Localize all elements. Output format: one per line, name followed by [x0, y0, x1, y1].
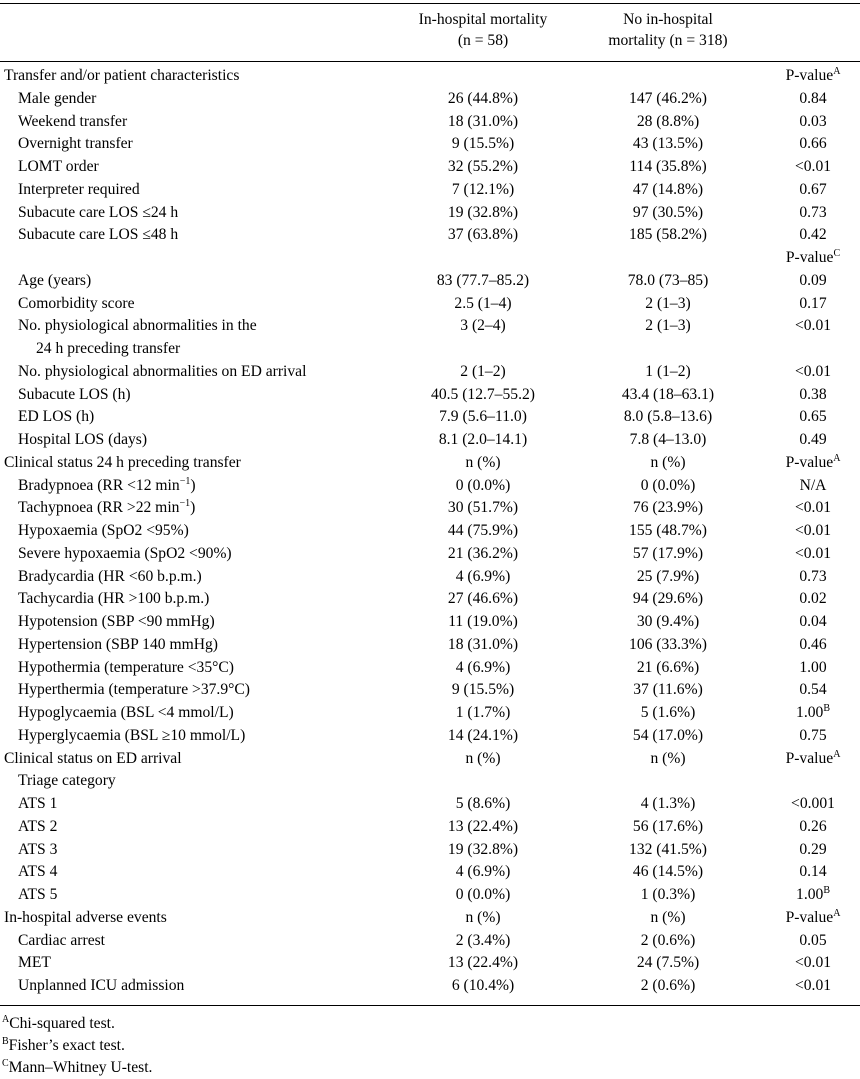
row-label: Unplanned ICU admission	[18, 977, 185, 994]
cell-p-value: 0.49	[799, 431, 827, 448]
header-rule	[0, 61, 860, 62]
cell-p-value: 0.73	[799, 203, 827, 221]
cell-mortality: 0 (0.0%)	[455, 476, 511, 494]
cell-no-mortality: 8.0 (5.8–13.6)	[623, 408, 713, 426]
cell-mortality: 7 (12.1%)	[451, 180, 515, 198]
cell-p-value: <0.01	[794, 362, 832, 380]
row-label: Severe hypoxaemia (SpO2 <90%)	[18, 544, 232, 562]
cell-mortality: 0 (0.0%)	[455, 886, 511, 903]
table-row	[0, 111, 860, 134]
cell-no-mortality: n (%)	[650, 908, 686, 926]
cell-mortality: 4 (6.9%)	[455, 567, 511, 585]
row-label: Hospital LOS (days)	[18, 431, 148, 448]
table-row	[0, 247, 860, 270]
cell-p-value: 0.14	[799, 863, 827, 881]
table-row	[0, 861, 860, 884]
table-row	[0, 429, 860, 452]
cell-p-value: <0.01	[794, 317, 832, 335]
cell-p-value: 0.54	[799, 681, 827, 699]
bottom-rule	[0, 1005, 860, 1006]
row-label: Tachycardia (HR >100 b.p.m.)	[18, 590, 210, 608]
table-row	[0, 566, 860, 589]
cell-no-mortality: 1 (0.3%)	[640, 886, 696, 903]
cell-p-value: 0.75	[799, 726, 827, 744]
cell-mortality: 37 (63.8%)	[447, 226, 519, 244]
row-label: ATS 2	[18, 817, 58, 835]
table-row	[0, 725, 860, 748]
cell-mortality: 44 (75.9%)	[447, 522, 519, 539]
row-label: Bradycardia (HR <60 b.p.m.)	[18, 567, 202, 585]
table-row	[0, 202, 860, 225]
cell-no-mortality: 76 (23.9%)	[632, 499, 704, 517]
cell-p-value: 0.38	[799, 385, 827, 403]
cell-p-value: 0.67	[799, 180, 827, 198]
cell-no-mortality: 2 (1–3)	[645, 294, 691, 312]
table-row	[0, 384, 860, 407]
row-label: Male gender	[18, 89, 97, 107]
row-label: MET	[18, 954, 51, 972]
row-label: Hypoglycaemia (BSL <4 mmol/L)	[18, 704, 234, 721]
row-label: Hypertension (SBP 140 mmHg)	[18, 635, 218, 653]
table-row	[0, 930, 860, 953]
cell-mortality: 83 (77.7–85.2)	[436, 271, 530, 289]
top-rule	[0, 3, 860, 4]
table-row	[0, 679, 860, 702]
row-label: Hyperglycaemia (BSL ≥10 mmol/L)	[18, 726, 246, 744]
cell-no-mortality: 185 (58.2%)	[629, 226, 707, 244]
row-label: ED LOS (h)	[18, 408, 95, 426]
table-row	[0, 88, 860, 111]
table-row	[0, 611, 860, 634]
row-label: Transfer and/or patient characteristics	[4, 67, 240, 84]
cell-p-value: 0.05	[799, 931, 827, 949]
table-row	[0, 133, 860, 156]
header-in-hospital-mortality: In-hospital mortality (n = 58)	[418, 11, 548, 49]
row-label: ATS 3	[18, 840, 58, 858]
cell-mortality: 9 (15.5%)	[451, 681, 515, 699]
cell-no-mortality: 56 (17.6%)	[632, 817, 704, 835]
cell-p-value: 0.26	[799, 817, 827, 835]
cell-mortality: 2 (3.4%)	[455, 931, 511, 949]
cell-mortality: 5 (8.6%)	[455, 795, 511, 812]
cell-no-mortality: 43.4 (18–63.1)	[621, 385, 715, 403]
cell-mortality: 2 (1–2)	[460, 362, 506, 380]
cell-mortality: 19 (32.8%)	[447, 203, 519, 221]
cell-mortality: 6 (10.4%)	[451, 977, 515, 994]
row-label: ATS 1	[18, 795, 58, 812]
row-label: Hypoxaemia (SpO2 <95%)	[18, 522, 189, 539]
cell-p-value: 0.09	[799, 271, 827, 289]
cell-no-mortality: 1 (1–2)	[645, 362, 691, 380]
cell-mortality: 11 (19.0%)	[448, 613, 518, 630]
table-row	[0, 293, 860, 316]
table-body	[0, 65, 860, 998]
cell-mortality: 30 (51.7%)	[447, 499, 519, 517]
cell-mortality: 32 (55.2%)	[447, 158, 519, 175]
cell-no-mortality: 25 (7.9%)	[636, 567, 700, 585]
cell-mortality: 3 (2–4)	[460, 317, 506, 335]
table-header	[0, 9, 860, 57]
cell-no-mortality: 114 (35.8%)	[629, 158, 707, 175]
cell-no-mortality: 2 (1–3)	[645, 317, 691, 335]
cell-no-mortality: n (%)	[650, 749, 686, 767]
cell-mortality: 1 (1.7%)	[455, 704, 511, 721]
table-row	[0, 702, 860, 725]
table-row	[0, 361, 860, 384]
cell-mortality: 14 (24.1%)	[447, 726, 519, 744]
table-row	[0, 975, 860, 998]
cell-p-value: 0.66	[799, 135, 827, 153]
table-row	[0, 475, 860, 498]
row-label: No. physiological abnormalities on ED arrival	[18, 362, 307, 380]
table-row	[0, 224, 860, 247]
cell-p-value: <0.01	[794, 158, 832, 175]
table-row	[0, 770, 860, 793]
cell-p-value: P-value$^C$	[785, 247, 841, 266]
cell-mortality: 13 (22.4%)	[447, 954, 519, 972]
cell-p-value: N/A	[799, 476, 827, 494]
cell-no-mortality: 43 (13.5%)	[632, 135, 704, 153]
row-label: Age (years)	[18, 271, 92, 289]
footnotes	[0, 1013, 152, 1079]
table-row	[0, 952, 860, 975]
cell-no-mortality: 4 (1.3%)	[640, 795, 696, 812]
section-header-row	[0, 748, 860, 771]
cell-mortality: n (%)	[465, 453, 501, 471]
row-label: Subacute care LOS ≤48 h	[18, 226, 179, 244]
cell-mortality: n (%)	[465, 908, 501, 926]
cell-no-mortality: 106 (33.3%)	[629, 635, 707, 653]
cell-p-value: 0.02	[799, 590, 827, 608]
row-label: In-hospital adverse events	[4, 908, 167, 926]
cell-p-value: 0.46	[799, 635, 827, 653]
row-label: Bradypnoea (RR <12 $\min^{-1}$)	[18, 475, 196, 494]
cell-mortality: 4 (6.9%)	[455, 863, 511, 881]
table-row	[0, 179, 860, 202]
cell-p-value: $1.00^B$	[796, 884, 830, 903]
cell-no-mortality: 0 (0.0%)	[640, 476, 696, 494]
cell-no-mortality: 46 (14.5%)	[632, 863, 704, 881]
section-header-row	[0, 65, 860, 88]
cell-no-mortality: 28 (8.8%)	[636, 112, 700, 130]
cell-p-value: P-value$^A$	[785, 907, 841, 926]
cell-no-mortality: 155 (48.7%)	[629, 522, 707, 539]
cell-no-mortality: 7.8 (4–13.0)	[629, 431, 707, 448]
cell-p-value: <0.001	[791, 795, 835, 812]
cell-no-mortality: 147 (46.2%)	[629, 89, 707, 107]
table-row	[0, 634, 860, 657]
cell-mortality: 7.9 (5.6–11.0)	[439, 408, 527, 426]
table-row	[0, 588, 860, 611]
cell-mortality: 13 (22.4%)	[447, 817, 519, 835]
cell-p-value: $1.00^B$	[796, 702, 830, 721]
cell-p-value: 0.29	[799, 840, 827, 858]
cell-p-value: 0.03	[799, 112, 827, 130]
footnote: $^B$Fisher’s exact test.	[2, 1035, 125, 1054]
cell-no-mortality: 54 (17.0%)	[632, 726, 704, 744]
cell-mortality: 18 (31.0%)	[447, 112, 519, 130]
cell-mortality: n (%)	[465, 749, 501, 767]
cell-no-mortality: 57 (17.9%)	[632, 544, 704, 562]
footnote: $^C$Mann–Whitney U-test.	[2, 1057, 153, 1076]
table-row	[0, 793, 860, 816]
cell-mortality: 40.5 (12.7–55.2)	[431, 385, 535, 403]
cell-no-mortality: n (%)	[650, 453, 686, 471]
table-row	[0, 156, 860, 179]
cell-p-value: <0.01	[794, 544, 832, 562]
table-row	[0, 497, 860, 520]
row-label: Weekend transfer	[18, 112, 128, 130]
cell-no-mortality: 2 (0.6%)	[640, 977, 696, 994]
row-label: No. physiological abnormalities in the 24 h preceding transfer	[18, 317, 257, 357]
table-row	[0, 816, 860, 839]
table-row	[0, 884, 860, 907]
row-label: Subacute care LOS ≤24 h	[18, 203, 179, 221]
cell-p-value: 0.42	[799, 226, 827, 244]
cell-no-mortality: 37 (11.6%)	[633, 681, 703, 699]
cell-p-value: <0.01	[794, 522, 832, 539]
row-label: Triage category	[18, 772, 116, 790]
row-label: Hyperthermia (temperature >37.9°C)	[18, 681, 250, 699]
cell-no-mortality: 30 (9.4%)	[636, 613, 700, 630]
table-row	[0, 839, 860, 862]
cell-p-value: 0.84	[799, 89, 827, 107]
cell-p-value: P-value$^A$	[785, 65, 841, 84]
cell-mortality: 21 (36.2%)	[447, 544, 519, 562]
cell-p-value: 0.73	[799, 567, 827, 585]
cell-no-mortality: 97 (30.5%)	[632, 203, 704, 221]
row-label: ATS 5	[18, 886, 58, 903]
row-label: Clinical status on ED arrival	[4, 749, 182, 767]
table-row	[0, 270, 860, 293]
table-row	[0, 406, 860, 429]
cell-mortality: 2.5 (1–4)	[454, 294, 512, 312]
cell-mortality: 8.1 (2.0–14.1)	[438, 431, 528, 448]
row-label: Cardiac arrest	[18, 931, 106, 949]
cell-mortality: 27 (46.6%)	[447, 590, 519, 608]
table-row	[0, 657, 860, 680]
cell-mortality: 18 (31.0%)	[447, 635, 519, 653]
cell-p-value: <0.01	[794, 977, 832, 994]
row-label: Subacute LOS (h)	[18, 385, 131, 403]
cell-p-value: P-value$^A$	[785, 748, 841, 767]
cell-mortality: 4 (6.9%)	[455, 658, 511, 676]
cell-no-mortality: 5 (1.6%)	[640, 704, 696, 721]
row-label: Hypothermia (temperature <35°C)	[18, 658, 234, 676]
cell-p-value: 1.00	[799, 658, 827, 676]
section-header-row	[0, 907, 860, 930]
row-label: Tachypnoea (RR >22 $\min^{-1}$)	[18, 498, 196, 517]
cell-p-value: 0.04	[799, 613, 827, 630]
cell-no-mortality: 24 (7.5%)	[636, 954, 700, 972]
table-row	[0, 520, 860, 543]
row-label: Comorbidity score	[18, 294, 135, 312]
cell-p-value: <0.01	[794, 499, 832, 517]
cell-mortality: 26 (44.8%)	[447, 89, 519, 107]
row-label: ATS 4	[18, 863, 58, 881]
cell-p-value: P-value$^A$	[785, 452, 841, 471]
table-row	[0, 315, 860, 361]
row-label: Overnight transfer	[18, 135, 133, 153]
section-header-row	[0, 452, 860, 475]
cell-mortality: 19 (32.8%)	[447, 840, 519, 858]
header-no-in-hospital-mortality: No in-hospital mortality (n = 318)	[608, 11, 728, 49]
table-row	[0, 543, 860, 566]
cell-no-mortality: 21 (6.6%)	[636, 658, 700, 676]
footnote: $^A$Chi-squared test.	[2, 1013, 115, 1032]
cell-mortality: 9 (15.5%)	[451, 135, 515, 153]
row-label: Clinical status 24 h preceding transfer	[4, 453, 241, 471]
cell-no-mortality: 47 (14.8%)	[632, 180, 704, 198]
cell-no-mortality: 78.0 (73–85)	[627, 271, 709, 289]
cell-no-mortality: 2 (0.6%)	[640, 931, 696, 949]
row-label: Hypotension (SBP <90 mmHg)	[18, 613, 215, 630]
cell-p-value: <0.01	[794, 954, 832, 972]
cell-no-mortality: 94 (29.6%)	[632, 590, 704, 608]
row-label: LOMT order	[18, 158, 99, 175]
cell-p-value: 0.65	[799, 408, 827, 426]
row-label: Interpreter required	[18, 180, 140, 198]
cell-p-value: 0.17	[799, 294, 827, 312]
cell-no-mortality: 132 (41.5%)	[629, 840, 707, 858]
